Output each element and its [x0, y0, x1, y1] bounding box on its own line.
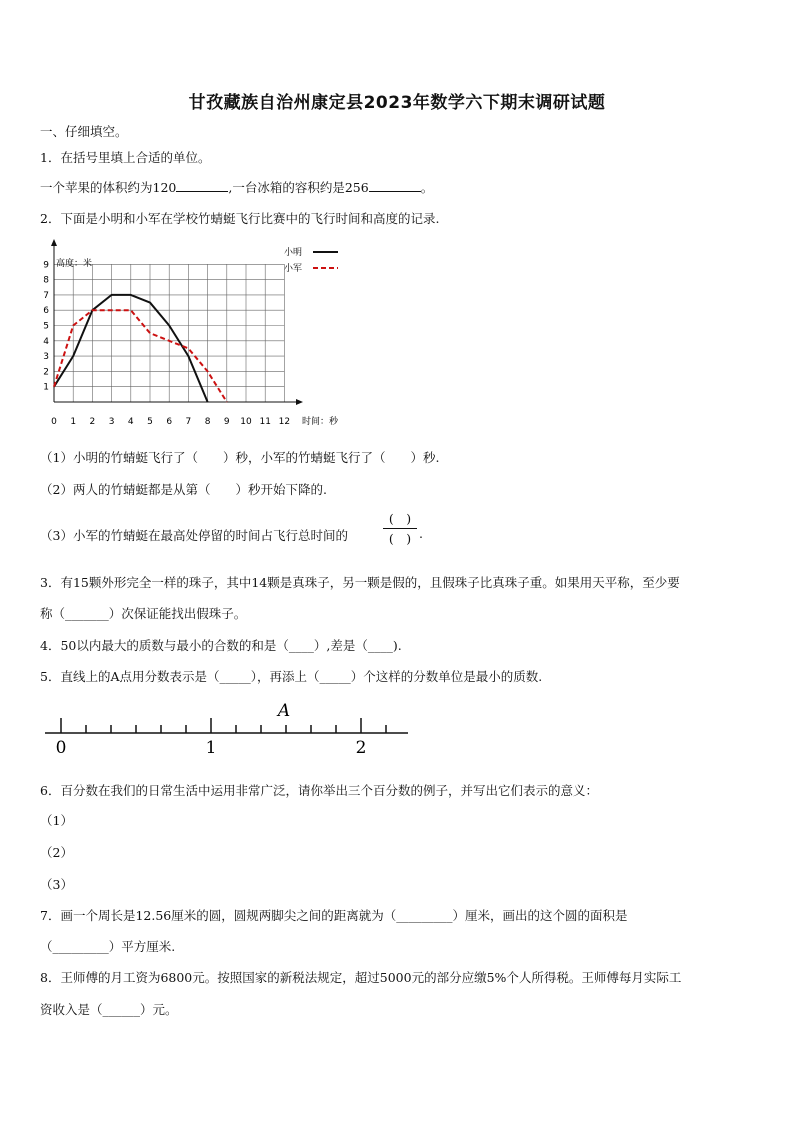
x-axis-label: 时间：秒 [302, 417, 339, 427]
number-line-ticks [45, 701, 408, 758]
question-5: 5．直线上的A点用分数表示是（_____），再添上（_____）个这样的分数单位是最小的质数. [40, 669, 543, 684]
number-line-label: 1 [205, 738, 217, 758]
x-tick-label: 1 [70, 417, 77, 427]
number-line-label: 2 [355, 738, 367, 758]
fraction-answer[interactable] [383, 510, 417, 547]
question-2-part-3 [40, 526, 348, 544]
question-8-line-1: 8．王师傅的月工资为6800元。按照国家的新税法规定，超过5000元的部分应缴5%个人所得税。王师傅每月实际工 [40, 970, 682, 985]
section-heading: 一、仔细填空。 [40, 124, 128, 139]
x-tick-label: 12 [278, 417, 291, 427]
x-tick-label: 6 [166, 417, 173, 427]
question-3-line-2: 称（_______）次保证能找出假珠子。 [40, 606, 247, 621]
y-tick-label: 8 [43, 275, 49, 286]
number-line [40, 700, 420, 760]
y-tick-label: 4 [43, 336, 49, 347]
question-6: 6．百分数在我们的日常生活中运用非常广泛，请你举出三个百分数的例子，并写出它们表示的意义： [40, 783, 598, 798]
x-tick-label: 0 [51, 417, 57, 427]
q1-end: 。 [420, 180, 434, 195]
point-a-label: A [277, 701, 291, 721]
number-line-label: 0 [55, 738, 67, 758]
x-tick-label: 5 [147, 417, 153, 427]
fraction-numerator: ( ) [388, 511, 412, 526]
answer-blank[interactable] [369, 179, 421, 192]
x-tick-label: 8 [204, 417, 211, 427]
answer-blank[interactable] [176, 179, 228, 192]
question-1-sub [40, 178, 433, 196]
chart-grid [54, 264, 284, 402]
x-tick-label: 10 [240, 417, 252, 427]
question-2-part-1: （1）小明的竹蜻蜓飞行了（ ）秒，小军的竹蜻蜓飞行了（ ）秒. [40, 450, 440, 465]
y-tick-label: 7 [43, 290, 49, 301]
q2-part3-end: . [419, 526, 423, 541]
y-tick-label: 9 [43, 260, 49, 271]
x-tick-label: 2 [89, 417, 96, 427]
chart-series [54, 295, 227, 402]
question-6-item-1: （1） [40, 813, 73, 828]
y-tick-label: 3 [43, 352, 49, 363]
question-3-line-1: 3．有15颗外形完全一样的珠子，其中14颗是真珠子，另一颗是假的，且假珠子比真珠子重。如果用天平称，至少要 [40, 575, 680, 590]
fraction-denominator: ( ) [388, 531, 412, 546]
question-6-item-2: （2） [40, 845, 73, 860]
y-tick-label: 6 [43, 306, 49, 317]
legend-label: 小明 [284, 248, 303, 258]
chart-legend [284, 246, 338, 274]
fraction-bar [383, 528, 417, 529]
q1-part-b: ,一台冰箱的容积约是256 [228, 180, 369, 195]
y-tick-label: 2 [43, 367, 49, 378]
x-axis-arrow [296, 399, 303, 405]
x-tick-label: 11 [259, 417, 271, 427]
q2-part3-text: （3）小军的竹蜻蜓在最高处停留的时间占飞行总时间的 [40, 528, 348, 543]
question-7-line-1: 7．画一个周长是12.56厘米的圆，圆规两脚尖之间的距离就为（_________）厘米，画出的这个圆的面积是 [40, 908, 628, 923]
question-6-item-3: （3） [40, 877, 73, 892]
y-tick-label: 1 [43, 382, 49, 393]
page-title: 甘孜藏族自治州康定县2023年数学六下期末调研试题 [188, 93, 606, 113]
x-tick-label: 9 [223, 417, 230, 427]
x-tick-label: 4 [127, 417, 134, 427]
question-2: 2．下面是小明和小军在学校竹蜻蜓飞行比赛中的飞行时间和高度的记录. [40, 211, 440, 226]
x-tick-label: 3 [108, 417, 115, 427]
question-8-line-2: 资收入是（______）元。 [40, 1002, 178, 1017]
y-axis-label: 高度：米 [56, 259, 93, 269]
question-4: 4．50以内最大的质数与最小的合数的和是（____）,差是（____). [40, 638, 402, 653]
x-tick-label: 7 [185, 417, 192, 427]
legend-label: 小军 [284, 264, 303, 274]
question-1: 1．在括号里填上合适的单位。 [40, 150, 211, 165]
question-7-line-2: （_________）平方厘米. [40, 939, 176, 954]
q1-part-a: 一个苹果的体积约为120 [40, 180, 177, 195]
flight-chart [40, 236, 360, 436]
y-tick-label: 5 [43, 321, 49, 332]
y-axis-arrow [51, 239, 57, 246]
question-2-part-2: （2）两人的竹蜻蜓都是从第（ ）秒开始下降的. [40, 482, 327, 497]
